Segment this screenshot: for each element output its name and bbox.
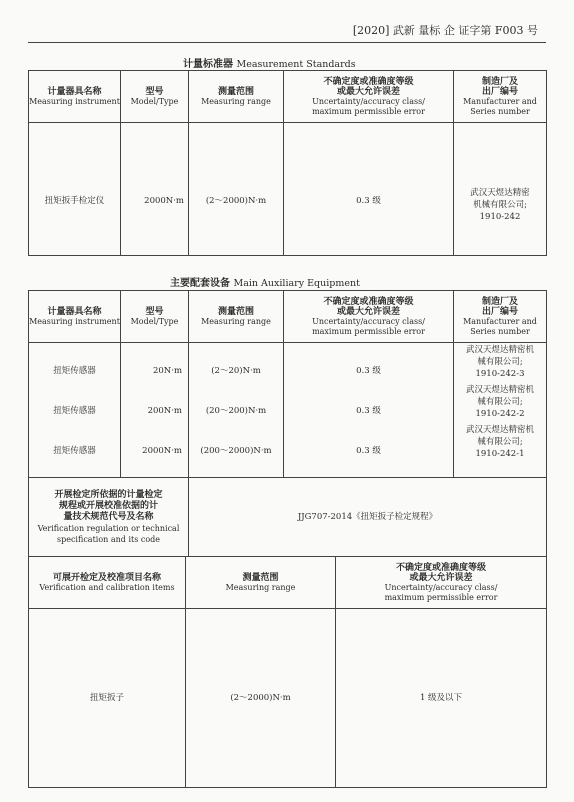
table-row <box>29 609 547 788</box>
aux-row-2-accuracy: 0.3 级 <box>356 406 381 416</box>
items-header-row <box>29 557 547 609</box>
certificate-number: [2020] 武新 量标 企 证字第 F003 号 <box>352 24 538 37</box>
col-manufacturer: 制造厂及 出厂编号 Manufacturer and Series number <box>454 291 547 343</box>
row-range: (2～2000)N·m <box>189 123 284 256</box>
auxiliary-title-en: Main Auxiliary Equipment <box>233 278 360 289</box>
col-model: 型号 Model/Type <box>121 291 189 343</box>
aux-row-1-name: 扭矩传感器 <box>53 366 96 376</box>
aux-row-1-range: (2～20)N·m <box>211 366 261 376</box>
auxiliary-title-cn: 主要配套设备 <box>170 278 230 289</box>
standards-header-row <box>29 71 547 123</box>
standards-title-en: Measurement Standards <box>236 59 356 70</box>
aux-row-3-model: 2000N·m <box>142 446 182 456</box>
row-manufacturer: 武汉天煜达精密 机械有限公司; 1910-242 <box>454 123 547 256</box>
row-model: 2000N·m <box>121 123 189 256</box>
regulation-value: JJG707-2014《扭矩扳子检定规程》 <box>189 478 547 557</box>
row-name: 扭矩扳手检定仪 <box>29 123 121 256</box>
col-item: 可展开检定及校准项目名称 Verification and calibration items <box>29 557 186 609</box>
aux-row-2-name: 扭矩传感器 <box>53 406 96 416</box>
aux-row-2-model: 200N·m <box>147 406 182 416</box>
aux-row-3-name: 扭矩传感器 <box>53 446 96 456</box>
standards-title-cn: 计量标准器 <box>183 59 233 70</box>
col-range: 测量范围 Measuring range <box>189 71 284 123</box>
aux-row-2-range: (20～200)N·m <box>205 406 267 416</box>
standards-title <box>183 55 356 70</box>
col-manufacturer: 制造厂及 出厂编号 Manufacturer and Series number <box>454 71 547 123</box>
header-rule <box>28 42 546 43</box>
col-accuracy: 不确定度或准确度等级 或最大允许误差 Uncertainty/accuracy class/ maximum permissible error <box>284 71 454 123</box>
item-name: 扭矩扳子 <box>29 609 186 788</box>
aux-row-3-range: (200～2000)N·m <box>200 446 272 456</box>
auxiliary-header-row <box>29 291 547 343</box>
col-instrument: 计量器具名称 Measuring instrument <box>29 291 121 343</box>
col-range: 测量范围 Measuring range <box>186 557 336 609</box>
table-row <box>29 343 547 478</box>
table-row <box>29 123 547 256</box>
regulation-label-cn: 开展检定所依据的计量检定 规程或开展校准依据的计 量技术规范代号及名称 <box>54 489 163 522</box>
regulation-label-en: Verification regulation or technical specification and its code <box>37 523 180 544</box>
col-range: 测量范围 Measuring range <box>189 291 284 343</box>
aux-row-3-manufacturer: 武汉天煜达精密机 械有限公司; 1910-242-1 <box>465 425 534 459</box>
col-accuracy: 不确定度或准确度等级 或最大允许误差 Uncertainty/accuracy class/ maximum permissible error <box>336 557 547 609</box>
auxiliary-title <box>170 274 360 289</box>
row-accuracy: 0.3 级 <box>284 123 454 256</box>
regulation-label <box>29 478 189 557</box>
col-accuracy: 不确定度或准确度等级 或最大允许误差 Uncertainty/accuracy class/ maximum permissible error <box>284 291 454 343</box>
aux-row-1-model: 20N·m <box>152 366 182 376</box>
item-range: (2～2000)N·m <box>186 609 336 788</box>
items-table <box>28 556 547 788</box>
aux-row-1-accuracy: 0.3 级 <box>356 366 381 376</box>
item-accuracy: 1 级及以下 <box>336 609 547 788</box>
aux-row-1-manufacturer: 武汉天煜达精密机 械有限公司; 1910-242-3 <box>465 345 534 379</box>
aux-row-2-manufacturer: 武汉天煜达精密机 械有限公司; 1910-242-2 <box>465 385 534 419</box>
col-model: 型号 Model/Type <box>121 71 189 123</box>
standards-table <box>28 70 547 256</box>
col-instrument: 计量器具名称 Measuring instrument <box>29 71 121 123</box>
auxiliary-table <box>28 290 547 478</box>
regulation-table <box>28 477 547 557</box>
aux-row-3-accuracy: 0.3 级 <box>356 446 381 456</box>
